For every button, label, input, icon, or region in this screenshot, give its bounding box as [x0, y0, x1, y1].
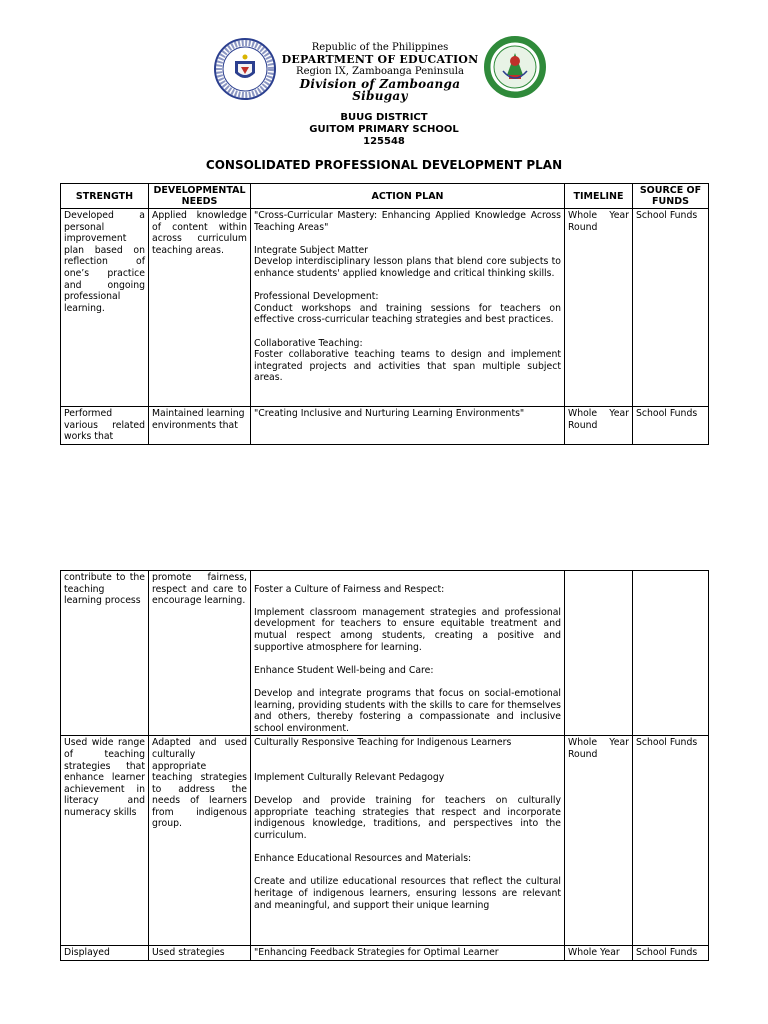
- needs-cell: Maintained learning environments that: [149, 407, 251, 445]
- action-heading: Integrate Subject Matter: [254, 244, 369, 256]
- strength-cell: Displayed: [61, 946, 149, 961]
- action-body: Implement classroom management strategies and professional development for teachers to ensure equitable treatment and mutual respect among students, creating a positive and supportive atmosphere for learning.: [254, 606, 561, 653]
- funds-cell: School Funds: [633, 946, 709, 961]
- action-title: "Cross-Curricular Mastery: Enhancing Applied Knowledge Across Teaching Areas": [254, 210, 561, 233]
- action-body: Develop and integrate programs that focus on social-emotional learning, providing students with the skills to care for themselves and others, thereby fostering a compassionate and inclusive school environment.: [254, 687, 561, 734]
- header-action-plan: ACTION PLAN: [251, 184, 565, 209]
- strength-cell: Performed various related works that: [61, 407, 149, 445]
- action-plan-cell: [251, 209, 565, 407]
- school-id: 125548: [363, 136, 405, 147]
- needs-cell: Adapted and used culturally appropriate teaching strategies to address the needs of learners from indigenous group.: [149, 736, 251, 946]
- action-plan-cell: "Enhancing Feedback Strategies for Optimal Learner: [251, 946, 565, 961]
- table-header-row: [61, 184, 709, 209]
- action-heading: Implement Culturally Relevant Pedagogy: [254, 772, 445, 784]
- action-heading: Foster a Culture of Fairness and Respect:: [254, 583, 445, 595]
- needs-cell: Applied knowledge of content within across curriculum teaching areas.: [149, 209, 251, 407]
- action-body: Create and utilize educational resources that reflect the cultural heritage of indigenous learners, ensuring lessons are relevant and meaningful, and support their unique learning: [254, 876, 561, 911]
- action-body: Develop interdisciplinary lesson plans that blend core subjects to enhance students' applied knowledge and critical thinking skills.: [254, 256, 561, 279]
- header-source-of-funds: SOURCE OF FUNDS: [633, 184, 709, 209]
- action-plan-cell: [251, 571, 565, 736]
- action-body: Foster collaborative teaching teams to design and implement integrated projects and activities that span multiple subject areas.: [254, 349, 561, 384]
- header-strength: STRENGTH: [61, 184, 149, 209]
- timeline-cell: [565, 571, 633, 736]
- action-body: Develop and provide training for teachers on culturally appropriate teaching strategies that respect and incorporate indigenous knowledge, traditions, and perspectives into the curriculum.: [254, 795, 561, 842]
- funds-cell: School Funds: [633, 209, 709, 407]
- division-line: Division of Zamboanga Sibugay: [299, 77, 461, 103]
- action-heading: Professional Development:: [254, 291, 379, 303]
- strength-cell: contribute to the teaching learning process: [61, 571, 149, 736]
- table-row: [61, 946, 709, 961]
- timeline-cell: Whole Year Round: [565, 209, 633, 407]
- table-row: [61, 736, 709, 946]
- region-line: Region IX, Zamboanga Peninsula: [296, 66, 464, 77]
- table-row: [61, 571, 709, 736]
- action-body: Conduct workshops and training sessions for teachers on effective cross-curricular teaching strategies and best practices.: [254, 302, 561, 326]
- school-name: GUITOM PRIMARY SCHOOL: [309, 124, 459, 135]
- header-developmental-needs: DEVELOPMENTAL NEEDS: [149, 184, 251, 209]
- department-line: DEPARTMENT OF EDUCATION: [281, 53, 479, 66]
- funds-cell: School Funds: [633, 736, 709, 946]
- action-heading: Collaborative Teaching:: [254, 337, 363, 349]
- funds-cell: [633, 571, 709, 736]
- timeline-cell: Whole Year Round: [565, 407, 633, 445]
- district-name: BUUG DISTRICT: [340, 112, 428, 123]
- strength-cell: Developed a personal improvement plan based on reflection of one’s practice and ongoing professional learning.: [61, 209, 149, 407]
- action-heading: Enhance Educational Resources and Materials:: [254, 853, 472, 865]
- table-row: [61, 407, 709, 445]
- action-plan-cell: "Creating Inclusive and Nurturing Learning Environments": [251, 407, 565, 445]
- plan-table-page-1: [60, 183, 709, 445]
- action-title: Culturally Responsive Teaching for Indigenous Learners: [254, 737, 512, 749]
- table-row: [61, 209, 709, 407]
- funds-cell: School Funds: [633, 407, 709, 445]
- action-plan-cell: [251, 736, 565, 946]
- strength-cell: Used wide range of teaching strategies that enhance learner achievement in literacy and numeracy skills: [61, 736, 149, 946]
- plan-table-page-2: [60, 570, 709, 961]
- deped-seal-logo: [213, 37, 277, 101]
- timeline-cell: Whole Year Round: [565, 736, 633, 946]
- letterhead: [280, 42, 480, 102]
- header-timeline: TIMELINE: [565, 184, 633, 209]
- division-seal-logo: [483, 35, 547, 99]
- needs-cell: promote fairness, respect and care to encourage learning.: [149, 571, 251, 736]
- timeline-cell: Whole Year: [565, 946, 633, 961]
- action-heading: Enhance Student Well-being and Care:: [254, 664, 434, 676]
- needs-cell: Used strategies: [149, 946, 251, 961]
- document-title: CONSOLIDATED PROFESSIONAL DEVELOPMENT PLAN: [205, 158, 563, 172]
- republic-line: Republic of the Philippines: [311, 42, 449, 53]
